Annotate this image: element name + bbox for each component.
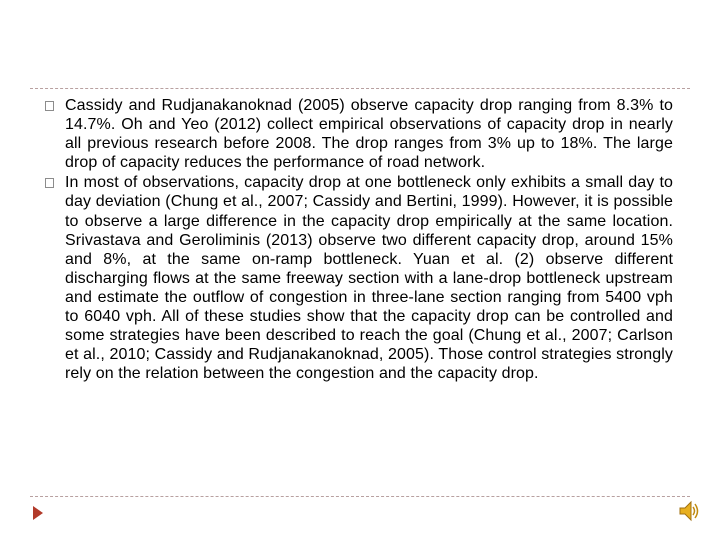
bullet-box-icon [45, 101, 54, 111]
speaker-icon[interactable] [678, 499, 700, 523]
bullet-text: In most of observations, capacity drop at one bottleneck only exhibits a small day to day deviation (Chung et al., 2007; Cassidy and Bertini, 1999). However, it is possible to observe a large difference in the capacity drop empirically at the same location. Srivastava and Geroliminis (2013) observe two different capacity drop, around 15% and 8%, at the same on-ramp bottleneck. Yuan et al. (2) observe different discharging flows at the same freeway section with a lane-drop bottleneck upstream and estimate the outflow of congestion in three-lane section ranging from 5400 vph to 6040 vph. All of these studies show that the capacity drop can be controlled and some strategies have been described to reach the goal (Chung et al., 2007; Carlson et al., 2010; Cassidy and Rudjanakanoknad, 2005). Those control strategies strongly rely on the relation between the congestion and the capacity drop. [65, 174, 673, 383]
play-arrow-icon[interactable] [33, 506, 43, 520]
bullet-item [45, 173, 673, 383]
bullet-box-icon [45, 178, 54, 188]
slide-body [45, 96, 673, 384]
bottom-divider [30, 496, 690, 497]
bullet-item [45, 96, 673, 172]
top-divider [30, 88, 690, 89]
bullet-text: Cassidy and Rudjanakanoknad (2005) observe capacity drop ranging from 8.3% to 14.7%. Oh and Yeo (2012) collect empirical observations of capacity drop in nearly all previous research before 2008. The drop ranges from 3% up to 18%. The large drop of capacity reduces the performance of road network. [65, 97, 673, 172]
